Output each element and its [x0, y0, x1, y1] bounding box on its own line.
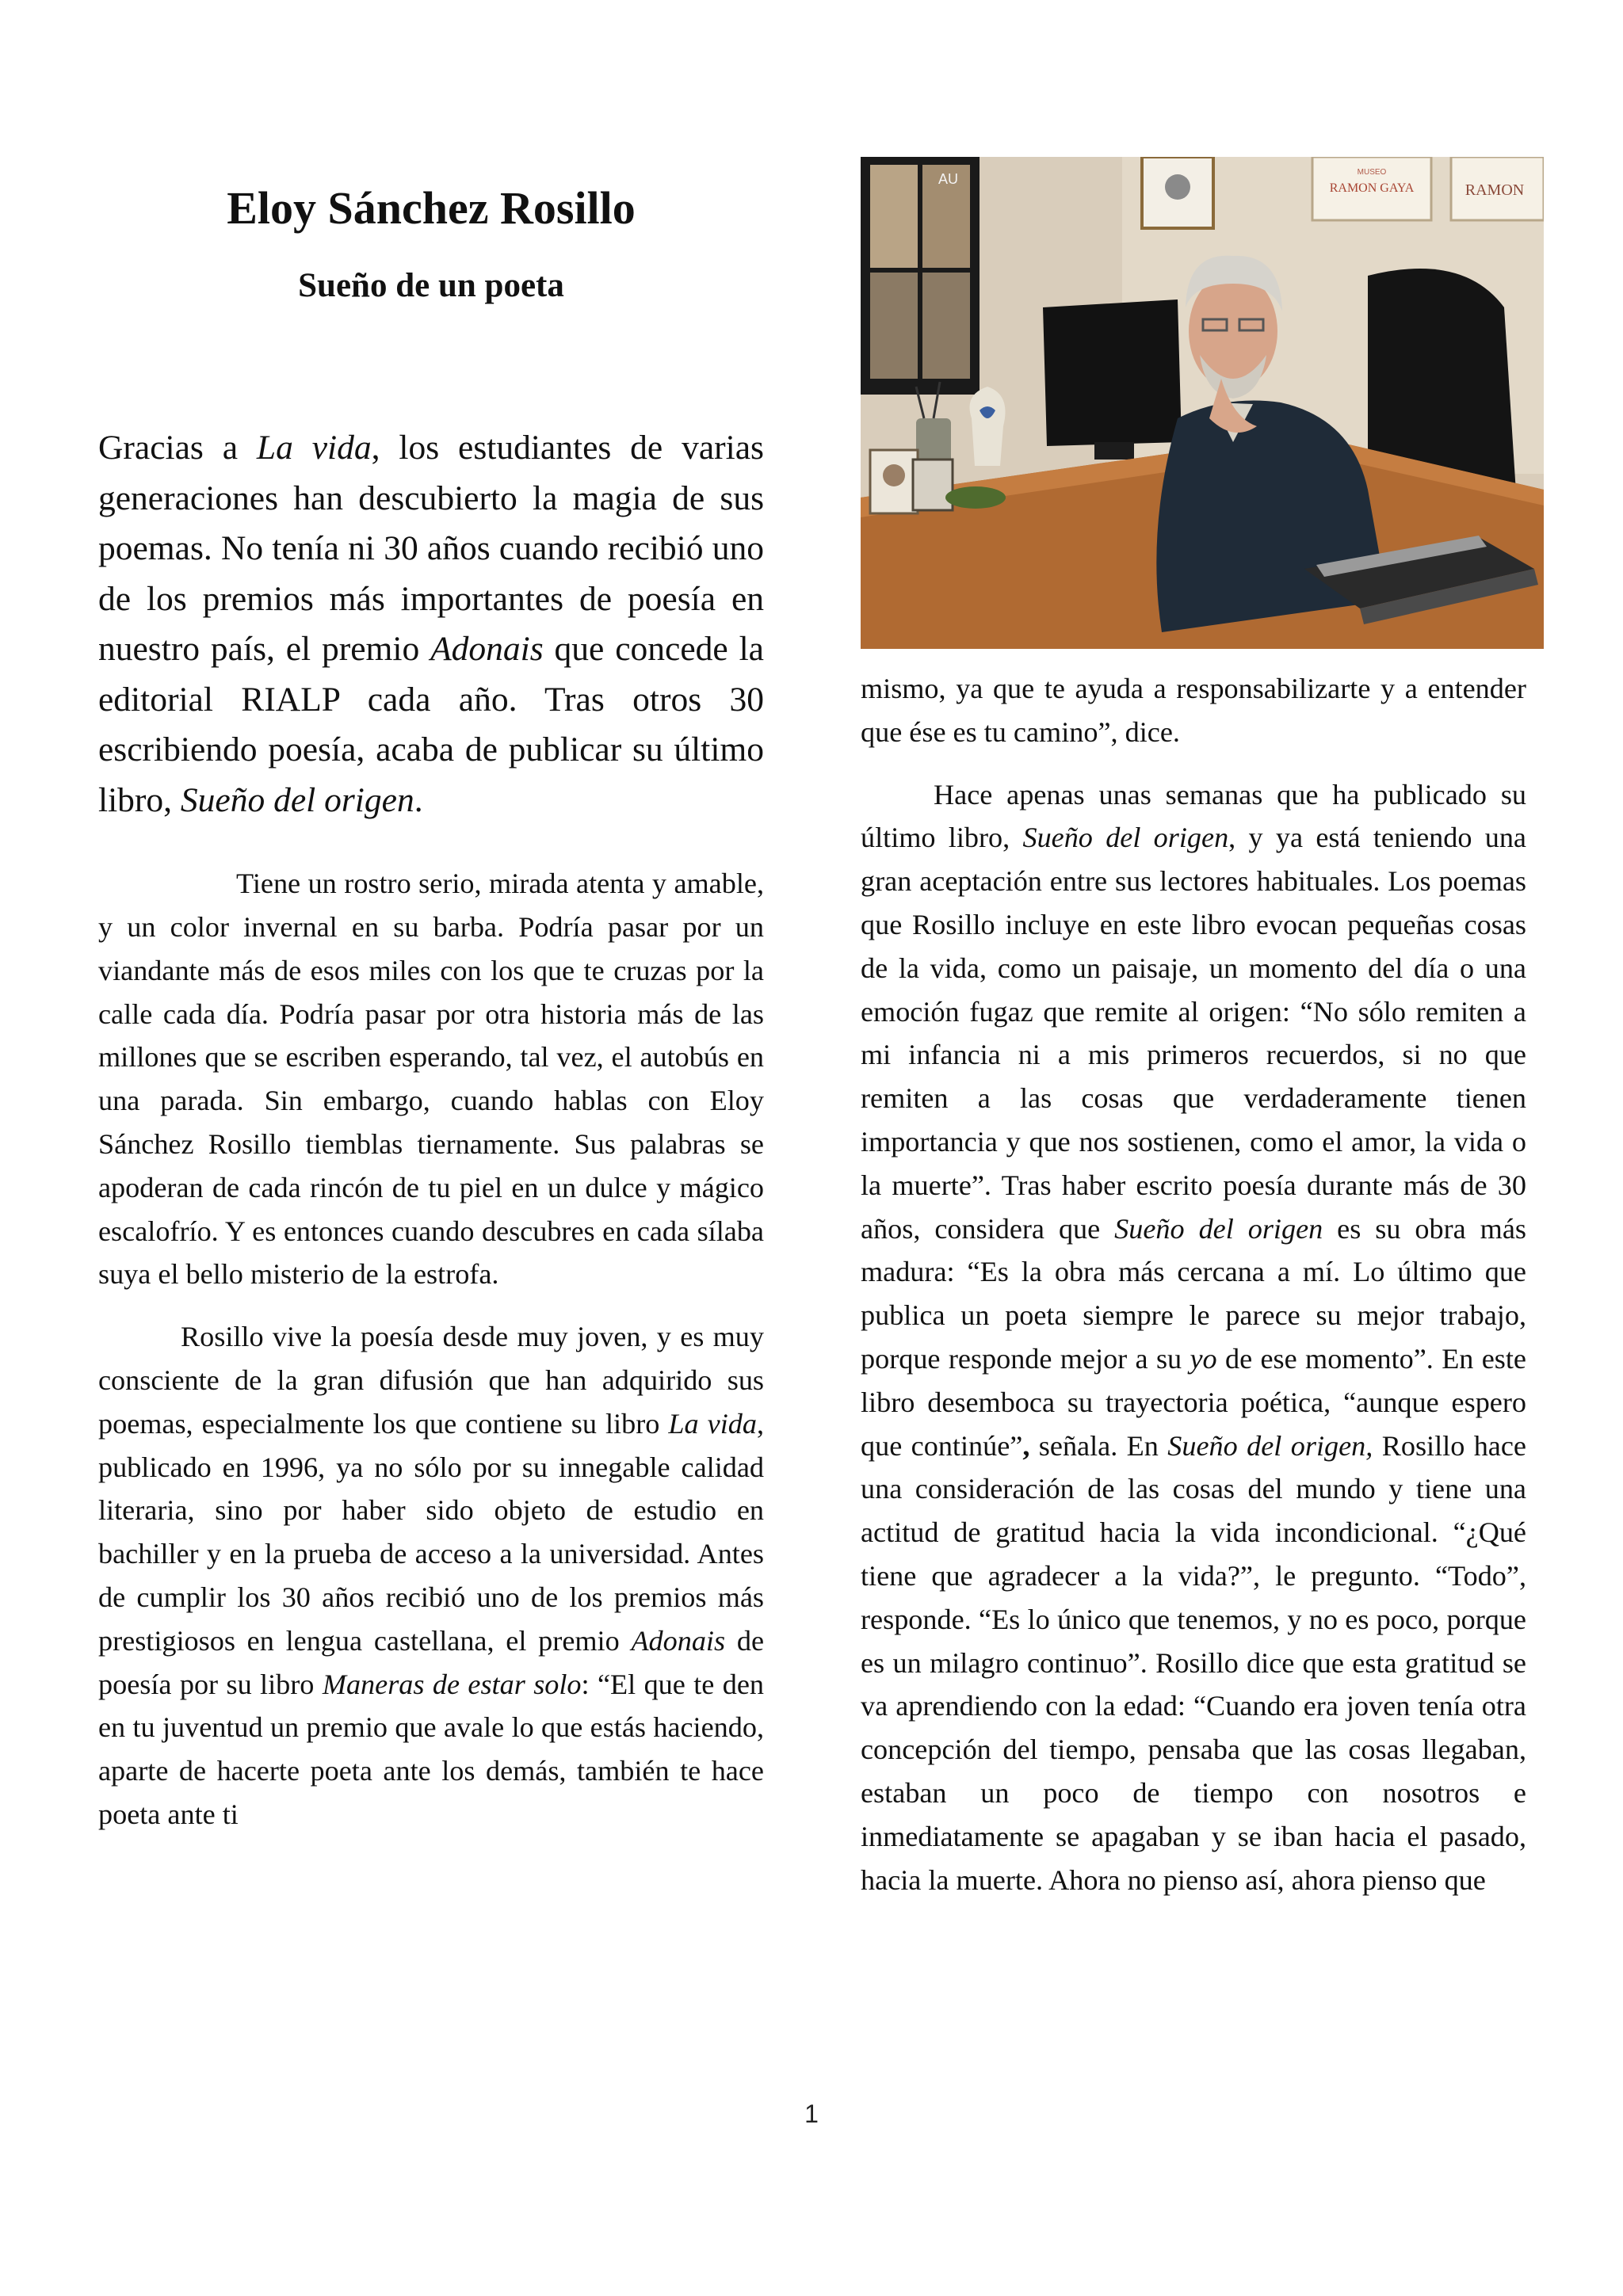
- article-title: Eloy Sánchez Rosillo: [227, 182, 636, 234]
- author-photo: [861, 157, 1544, 649]
- lead-paragraph: Gracias a La vida, los estudiantes de varias generaciones han descubierto la magia de sus poemas. No tenía ni 30 años cuando recibió uno de los premios más importantes de poesía en nuestro país, el premio Adonais que concede la editorial RIALP cada año. Tras otros 30 escribiendo poesía, acaba de publicar su último libro, Sueño del origen.: [98, 429, 764, 819]
- body-paragraph-3: mismo, ya que te ayuda a responsabilizarte y a entender que ése es tu camino”, dice.: [861, 673, 1526, 748]
- window-sign-text: AU: [938, 171, 959, 187]
- body-paragraph-4: Hace apenas unas semanas que ha publicado su último libro, Sueño del origen, y ya está teniendo una gran aceptación entre sus lectores habituales. Los poemas que Rosillo incluye en este libro evocan pequeñas cosas de la vida, como un paisaje, un momento del día o una emoción fugaz que remite al origen: “No sólo remiten a mi infancia ni a mis primeros recuerdos, si no que remiten a las cosas que verdaderamente tienen importancia y que nos sostienen, como el amor, la vida o la muerte”. Tras haber escrito poesía durante más de 30 años, considera que Sueño del origen es su obra más madura: “Es la obra más cercana a mí. Lo último que publica un poeta siempre le parece su mejor trabajo, porque responde mejor a su yo de ese momento”. En este libro desemboca su trayectoria poética, “aunque espero que continúe”, señala. En Sueño del origen, Rosillo hace una consideración de las cosas del mundo y tiene una actitud de gratitud hacia la vida incondicional. “¿Qué tiene que agradecer a la vida?”, le pregunto. “Todo”, responde. “Es lo único que tenemos, y no es poco, porque es un milagro continuo”. Rosillo dice que esta gratitud se va aprendiendo con la edad: “Cuando era joven tenía otra concepción del tiempo, pensaba que las cosas llegaban, estaban un poco de tiempo con nosotros e inmediatamente se apagaban y se iban hacia el pasado, hacia la muerte. Ahora no pienso así, ahora pienso que: [861, 778, 1526, 1896]
- right-column: [861, 667, 1526, 1920]
- article-subtitle: Sueño de un poeta: [298, 266, 564, 304]
- poster-ramon-gaya-text: RAMON GAYA: [1329, 181, 1415, 195]
- body-paragraph-2: Rosillo vive la poesía desde muy joven, y es muy consciente de la gran difusión que han adquirido sus poemas, especialmente los que contiene su libro La vida, publicado en 1996, ya no sólo por su innegable calidad literaria, sino por haber sido objeto de estudio en bachiller y en la prueba de acceso a la universidad. Antes de cumplir los 30 años recibió uno de los premios más prestigiosos en lengua castellana, el premio Adonais de poesía por su libro Maneras de estar solo: “El que te den en tu juventud un premio que avale lo que estás haciendo, aparte de hacerte poeta ante los demás, también te hace poeta ante ti: [98, 1321, 765, 1831]
- page-number: 1: [804, 2100, 819, 2128]
- poster-museum-text: MUSEO: [1357, 168, 1387, 177]
- poster-ramon-text: RAMON: [1465, 181, 1525, 199]
- body-paragraph-1: Tiene un rostro serio, mirada atenta y amable, y un color invernal en su barba. Podría pasar por un viandante más de esos miles con los que te cruzas por la calle cada día. Podría pasar por otra historia más de las millones que se escriben esperando, tal vez, el autobús en una parada. Sin embargo, cuando hablas con Eloy Sánchez Rosillo tiemblas tiernamente. Sus palabras se apoderan de cada rincón de tu piel en un dulce y mágico escalofrío. Y es entonces cuando descubres en cada sílaba suya el bello misterio de la estrofa.: [98, 868, 764, 1291]
- left-column: [98, 182, 764, 1855]
